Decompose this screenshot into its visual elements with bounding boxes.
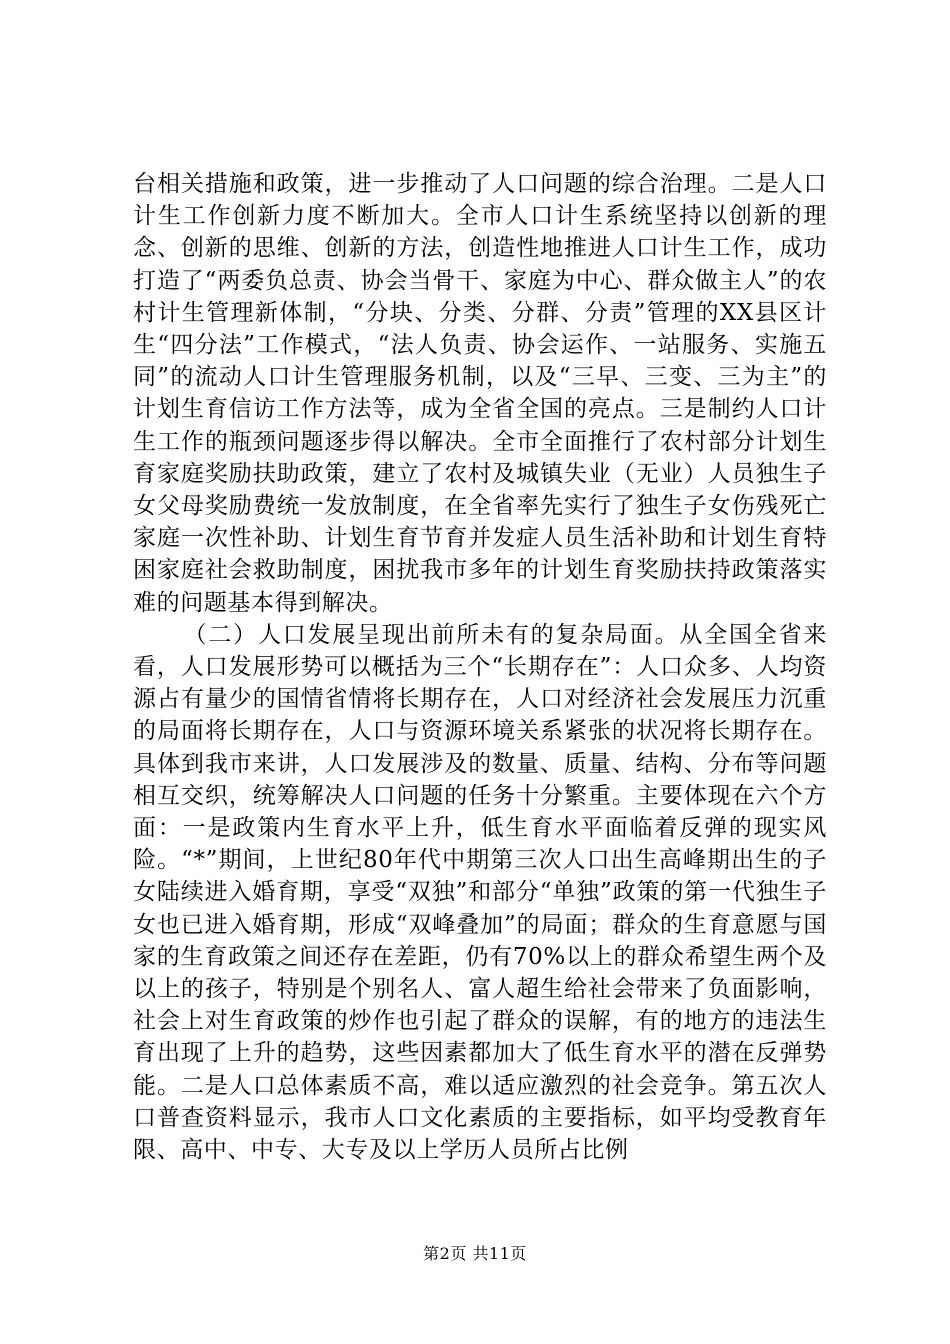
document-body [133, 168, 827, 1166]
paragraph-continued: 台相关措施和政策，进一步推动了人口问题的综合治理。二是人口计生工作创新力度不断加大。全市人口计生系统坚持以创新的理念、创新的思维、创新的方法，创造性地推进人口计生工作，成功打造了“两委负总责、协会当骨干、家庭为中心、群众做主人”的农村计生管理新体制，“分块、分类、分群、分责”管理的XX县区计生“四分法”工作模式，“法人负责、协会运作、一站服务、实施五同”的流动人口计生管理服务机制，以及“三早、三变、三为主”的计划生育信访工作方法等，成为全省全国的亮点。三是制约人口计生工作的瓶颈问题逐步得以解决。全市全面推行了农村部分计划生育家庭奖励扶助政策，建立了农村及城镇失业（无业）人员独生子女父母奖励费统一发放制度，在全省率先实行了独生子女伤残死亡家庭一次性补助、计划生育节育并发症人员生活补助和计划生育特困家庭社会救助制度，困扰我市多年的计划生育奖励扶持政策落实难的问题基本得到解决。 [133, 171, 827, 616]
paragraph-section-two: （二）人口发展呈现出前所未有的复杂局面。从全国全省来看，人口发展形势可以概括为三个“长期存在”：人口众多、人均资源占有量少的国情省情将长期存在，人口对经济社会发展压力沉重的局面将长期存在，人口与资源环境关系紧张的状况将长期存在。具体到我市来讲，人口发展涉及的数量、质量、结构、分布等问题相互交织，统筹解决人口问题的任务十分繁重。主要体现在六个方面：一是政策内生育水平上升，低生育水平面临着反弹的现实风险。“*”期间，上世纪80年代中期第三次人口出生高峰期出生的子女陆续进入婚育期，享受“双独”和部分“单独”政策的第一代独生子女也已进入婚育期，形成“双峰叠加”的局面；群众的生育意愿与国家的生育政策之间还存在差距，仍有70%以上的群众希望生两个及以上的孩子，特别是个别名人、富人超生给社会带来了负面影响，社会上对生育政策的炒作也引起了群众的误解，有的地方的违法生育出现了上升的趋势，这些因素都加大了低生育水平的潜在反弹势能。二是人口总体素质不高，难以适应激烈的社会竞争。第五次人口普查资料显示，我市人口文化素质的主要指标，如平均受教育年限、高中、中专、大专及以上学历人员所占比例 [133, 621, 827, 1164]
page-footer: 第2页 共11页 [423, 1244, 527, 1263]
